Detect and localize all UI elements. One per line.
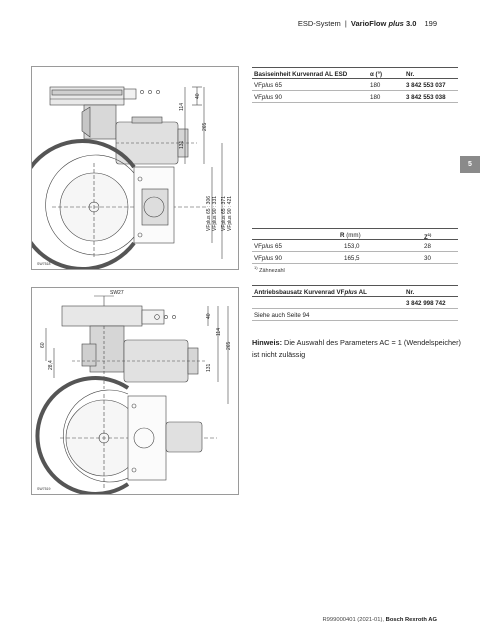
header-prefix: Antriebsbausatz Kurvenrad VF — [254, 289, 345, 296]
dim2-114: 114 — [216, 328, 222, 336]
label-vf90-a: VFplus 90 : 331 — [212, 195, 218, 231]
name-size: 90 — [273, 94, 282, 101]
row-r: 153,0 — [344, 243, 360, 250]
dim2-28-4: 28,4 — [48, 360, 54, 370]
table-row — [252, 309, 458, 321]
table-basiseinheit — [252, 67, 458, 103]
table-row — [252, 297, 458, 309]
row-nr: 3 842 998 742 — [406, 300, 446, 307]
footer-company: Bosch Rexroth AG — [385, 617, 437, 623]
table-row — [252, 240, 458, 252]
hinweis-note — [252, 337, 462, 361]
table-row — [252, 91, 458, 103]
drawing-1-id: SW7518 — [37, 262, 51, 266]
dim2-131: 131 — [206, 363, 212, 372]
row-name — [254, 94, 282, 101]
product-prefix: VarioFlow — [350, 19, 387, 28]
name-plus: plus — [261, 82, 274, 89]
page-number: 199 — [424, 19, 437, 28]
page-footer — [322, 617, 437, 623]
header-plus: plus — [344, 289, 358, 296]
col-header-z-sup: 1) — [427, 232, 432, 237]
row-angle: 180 — [370, 82, 381, 89]
table-radius-teeth — [252, 228, 458, 264]
technical-drawing-2 — [31, 287, 239, 495]
col-header-nr: Nr. — [406, 71, 415, 78]
header-separator: | — [344, 19, 347, 28]
table-header-row — [252, 285, 458, 297]
table-header-row — [252, 228, 458, 240]
name-plus: plus — [261, 255, 274, 262]
dim-265: 265 — [202, 122, 208, 131]
col-header-nr: Nr. — [406, 289, 415, 296]
row-nr: 3 842 553 037 — [406, 82, 446, 89]
col-header-angle: α (°) — [370, 71, 383, 78]
col-header-name — [254, 289, 367, 296]
chapter-tab[interactable]: 5 — [460, 156, 480, 173]
col-header-z-text: Z — [424, 234, 428, 242]
footnote-text: Zähnezahl — [259, 267, 285, 274]
drawing-2-svg — [32, 288, 238, 494]
row-z: 30 — [424, 255, 431, 262]
technical-drawing-1 — [31, 66, 239, 270]
drawing-1-svg — [32, 67, 238, 269]
name-size: 65 — [273, 82, 282, 89]
dim2-40: 40 — [206, 313, 212, 319]
name-prefix: VF — [254, 255, 262, 262]
row-r: 165,5 — [344, 255, 360, 262]
see-also-link[interactable]: Siehe auch Seite 94 — [254, 312, 310, 319]
row-name — [254, 255, 282, 262]
product-version: 3.0 — [405, 19, 417, 28]
row-name — [254, 243, 282, 250]
footer-doc: R999000401 (2021-01), — [322, 617, 385, 623]
label-vf90-b: VFplus 90 : 421 — [227, 195, 233, 231]
name-plus: plus — [261, 94, 274, 101]
hinweis-label: Hinweis: — [252, 338, 283, 347]
col-header-r: R (mm) — [340, 232, 361, 239]
name-prefix: VF — [254, 82, 262, 89]
dim2-60: 60 — [40, 342, 46, 348]
table-row — [252, 79, 458, 91]
footnote-mark: 1) — [254, 265, 258, 270]
row-z: 28 — [424, 243, 431, 250]
row-nr: 3 842 553 038 — [406, 94, 446, 101]
name-size: 65 — [273, 243, 282, 250]
footnote — [254, 265, 285, 274]
row-angle: 180 — [370, 94, 381, 101]
dim-131: 131 — [179, 140, 185, 149]
header-suffix: AL — [357, 289, 367, 296]
table-antriebsbausatz — [252, 285, 458, 321]
product-plus: plus — [388, 19, 404, 28]
dim-114: 114 — [179, 103, 185, 111]
label-vf65-b: VFplus 65 : 371 — [221, 195, 227, 231]
dim-40: 40 — [195, 93, 201, 99]
dim2-265: 265 — [226, 341, 232, 350]
drawing-2-id: SW7519 — [37, 487, 51, 491]
table-row — [252, 252, 458, 264]
name-size: 90 — [273, 255, 282, 262]
page-header — [298, 19, 437, 28]
name-prefix: VF — [254, 243, 262, 250]
label-vf65-a: VFplus 65 : 306 — [206, 195, 212, 231]
col-header-name: Basiseinheit Kurvenrad AL ESD — [254, 71, 348, 78]
label-sw27: SW27 — [110, 290, 124, 296]
table-header-row — [252, 67, 458, 79]
name-prefix: VF — [254, 94, 262, 101]
section-title: ESD-System — [297, 19, 341, 28]
hinweis-text: Die Auswahl des Parameters AC = 1 (Wendelspeicher) ist nicht zulässig — [252, 338, 461, 359]
product-name — [351, 19, 416, 28]
row-name — [254, 82, 282, 89]
name-plus: plus — [261, 243, 274, 250]
